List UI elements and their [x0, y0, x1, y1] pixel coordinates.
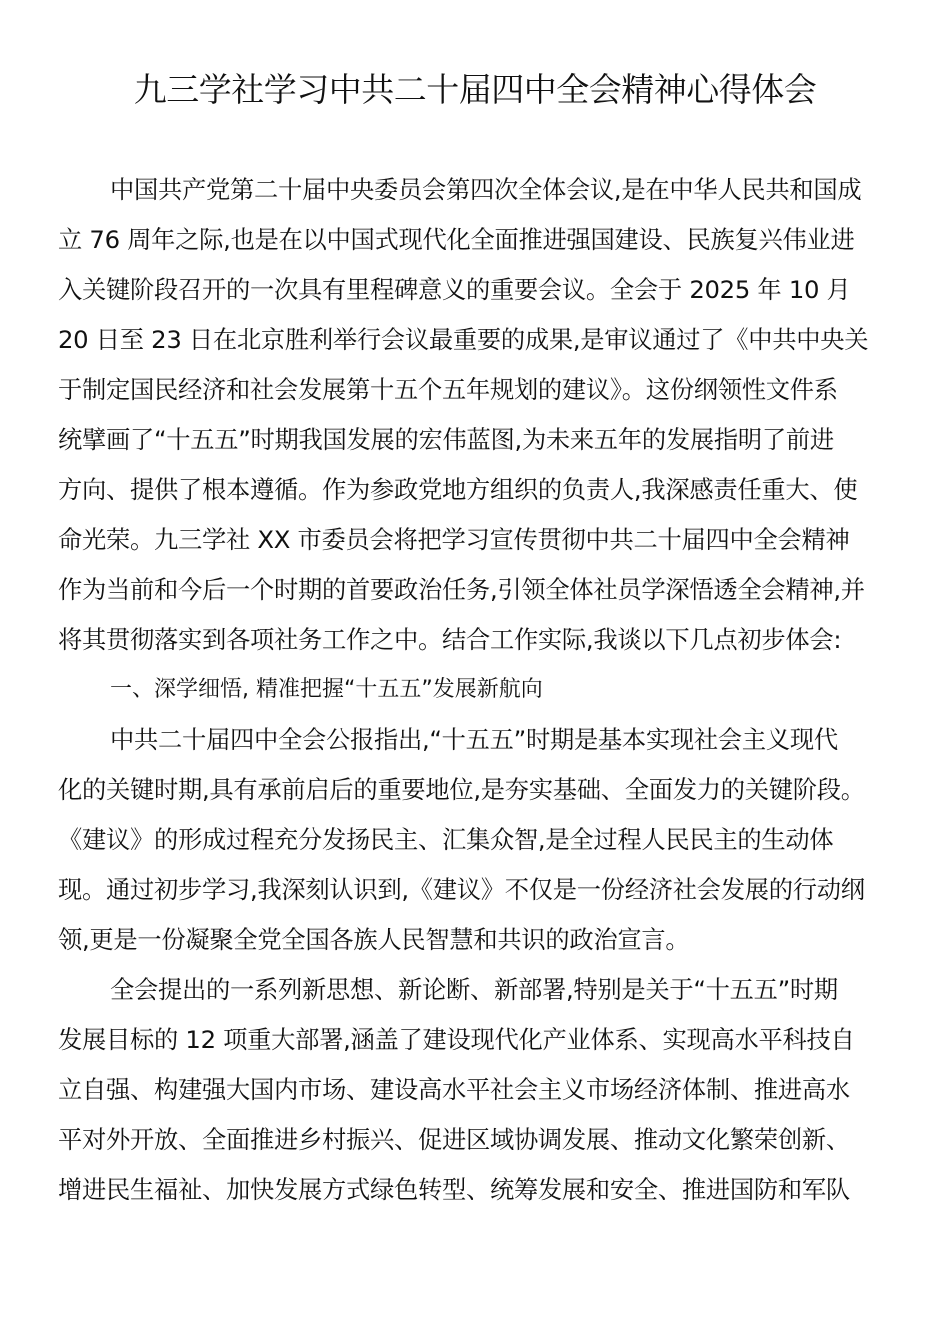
text-line: 20 日至 23 日在北京胜利举行会议最重要的成果,是审议通过了《中共中央关 [58, 325, 869, 354]
text-line: 领,更是一份凝聚全党全国各族人民智慧和共识的政治宣言。 [58, 925, 690, 954]
paragraph-body [58, 715, 894, 965]
paragraph-intro [58, 165, 894, 665]
text-line: 增进民生福祉、加快发展方式绿色转型、统筹发展和安全、推进国防和军队 [58, 1175, 850, 1204]
text-line: 命光荣。九三学社 XX 市委员会将把学习宣传贯彻中共二十届四中全会精神 [58, 525, 850, 554]
text-line: 中国共产党第二十届中央委员会第四次全体会议,是在中华人民共和国成 [110, 175, 862, 204]
text-line: 入关键阶段召开的一次具有里程碑意义的重要会议。全会于 2025 年 10 月 [58, 275, 851, 304]
text-line: 作为当前和今后一个时期的首要政治任务,引领全体社员学深悟透全会精神,并 [58, 575, 865, 604]
text-line: 平对外开放、全面推进乡村振兴、促进区域协调发展、推动文化繁荣创新、 [58, 1125, 850, 1154]
text-line: 全会提出的一系列新思想、新论断、新部署,特别是关于“十五五”时期 [110, 975, 838, 1004]
section-heading: 一、深学细悟, 精准把握“十五五”发展新航向 [110, 677, 543, 702]
text-line: 立自强、构建强大国内市场、建设高水平社会主义市场经济体制、推进高水 [58, 1075, 850, 1104]
document-body [58, 165, 894, 1215]
text-line: 《建议》的形成过程充分发扬民主、汇集众智,是全过程人民民主的生动体 [58, 825, 834, 854]
text-line: 现。通过初步学习,我深刻认识到,《建议》不仅是一份经济社会发展的行动纲 [58, 875, 865, 904]
text-line: 中共二十届四中全会公报指出,“十五五”时期是基本实现社会主义现代 [110, 725, 838, 754]
text-line: 于制定国民经济和社会发展第十五个五年规划的建议》。这份纲领性文件系 [58, 375, 838, 404]
text-line: 化的关键时期,具有承前启后的重要地位,是夯实基础、全面发力的关键阶段。 [58, 775, 865, 804]
text-line: 发展目标的 12 项重大部署,涵盖了建设现代化产业体系、实现高水平科技自 [58, 1025, 855, 1054]
text-line: 方向、提供了根本遵循。作为参政党地方组织的负责人,我深感责任重大、使 [58, 475, 858, 504]
document-title: 九三学社学习中共二十届四中全会精神心得体会 [133, 70, 817, 109]
text-line: 将其贯彻落实到各项社务工作之中。结合工作实际,我谈以下几点初步体会: [58, 625, 842, 654]
text-line: 立 76 周年之际,也是在以中国式现代化全面推进强国建设、民族复兴伟业进 [58, 225, 855, 254]
text-line: 统擘画了“十五五”时期我国发展的宏伟蓝图,为未来五年的发展指明了前进 [58, 425, 834, 454]
paragraph-body [58, 965, 894, 1215]
